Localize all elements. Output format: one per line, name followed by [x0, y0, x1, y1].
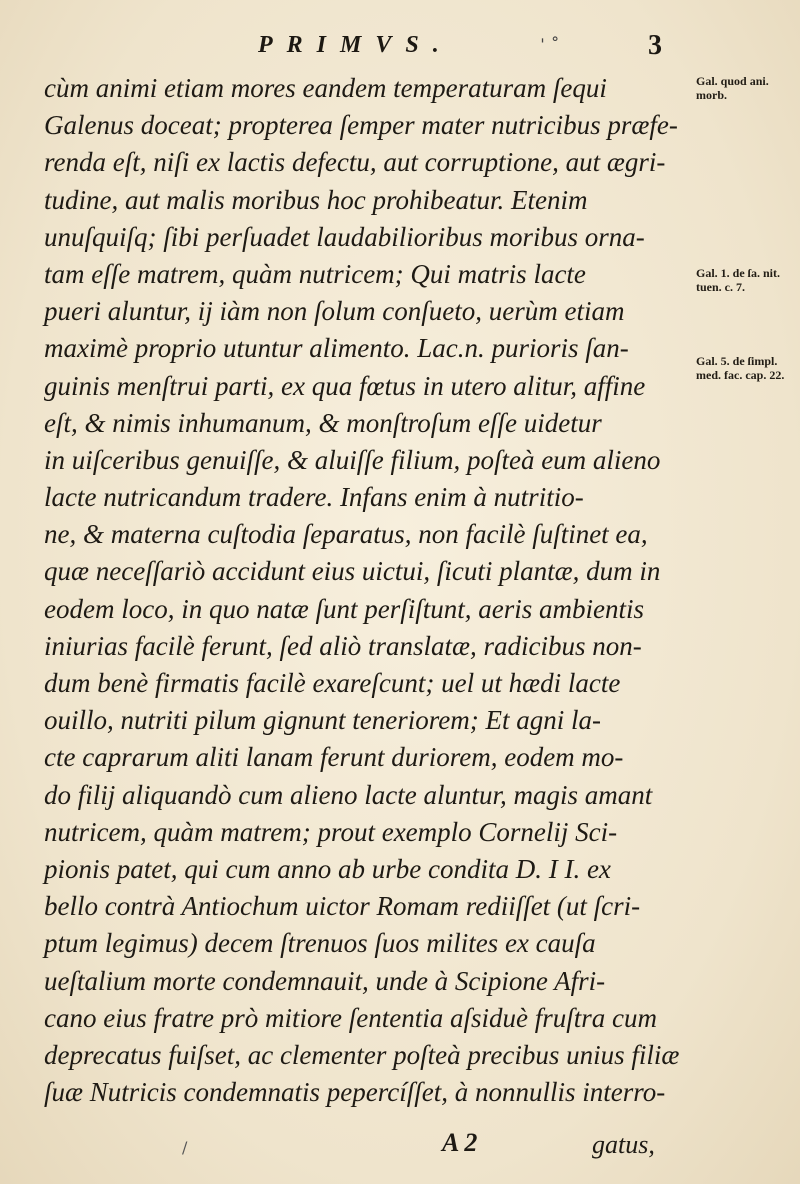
- text-line: renda eſt, niſi ex lactis defectu, aut corruptione, aut ægri-: [44, 147, 666, 178]
- text-line: deprecatus fuiſset, ac clementer poſteà precibus unius filiæ: [44, 1039, 680, 1070]
- text-line: ueſtalium morte condemnauit, unde à Scipione Afri-: [44, 965, 606, 996]
- print-mark: ˈ ˚: [540, 36, 560, 57]
- margin-note: Gal. 1. de ſa. nit. tuen. c. 7.: [696, 266, 781, 294]
- text-line: cùm animi etiam mores eandem temperaturam ſequi: [44, 73, 607, 103]
- page-footer: [0, 1128, 800, 1168]
- text-line: ne, & materna cuſtodia ſeparatus, non facilè ſuſtinet ea,: [44, 519, 648, 550]
- text-line: eſt, & nimis inhumanum, & monſtroſum eſſe uidetur: [44, 407, 602, 438]
- text-line: pueri aluntur, ij iàm non ſolum conſueto, uerùm etiam: [44, 296, 625, 327]
- main-text-block: [44, 70, 684, 1111]
- text-line: quæ neceſſariò accidunt eius uictui, ſicuti plantæ, dum in: [44, 556, 661, 587]
- text-line: dum benè firmatis facilè exareſcunt; uel ut hædi lacte: [44, 668, 621, 698]
- text-line: ouillo, nutriti pilum gignunt teneriorem; Et agni la-: [44, 705, 601, 736]
- text-line: cano eius fratre prò mitiore ſententia aſsiduè fruſtra cum: [44, 1002, 657, 1033]
- text-line: iniurias facilè ferunt, ſed aliò translatæ, radicibus non-: [44, 630, 642, 661]
- text-line: nutricem, quàm matrem; prout exemplo Cornelij Sci-: [44, 816, 618, 847]
- text-line: Galenus doceat; propterea ſemper mater nutricibus præfe-: [44, 110, 678, 141]
- text-line: ptum legimus) decem ſtrenuos ſuos milites ex cauſa: [44, 928, 596, 959]
- page-number: 3: [648, 30, 662, 61]
- signature-mark: A 2: [442, 1128, 478, 1157]
- catchword: gatus,: [592, 1130, 655, 1159]
- text-line: ſuæ Nutricis condemnatis pepercíſſet, à nonnullis interro-: [44, 1077, 666, 1108]
- text-line: in uiſceribus genuiſſe, & aluiſſe filium, poſteà eum alieno: [44, 444, 661, 475]
- text-line: pionis patet, qui cum anno ab urbe condita D. I I. ex: [44, 853, 611, 884]
- text-line: bello contrà Antiochum uictor Romam rediiſſet (ut ſcri-: [44, 891, 641, 922]
- running-head: PRIMVS.: [258, 32, 453, 58]
- text-line: eodem loco, in quo natæ ſunt perſiſtunt, aeris ambientis: [44, 593, 644, 624]
- text-line: tudine, aut malis moribus hoc prohibeatur. Etenim: [44, 184, 588, 215]
- text-line: lacte nutricandum tradere. Infans enim à nutritio-: [44, 482, 584, 513]
- text-line: cte caprarum aliti lanam ferunt duriorem, eodem mo-: [44, 742, 624, 773]
- text-line: unuſquiſq; ſibi perſuadet laudabilioribus moribus orna-: [44, 221, 645, 252]
- text-line: tam eſſe matrem, quàm nutricem; Qui matris lacte: [44, 258, 586, 289]
- text-line: do filij aliquandò cum alieno lacte aluntur, magis amant: [44, 779, 653, 810]
- margin-note: Gal. quod ani. morb.: [696, 74, 769, 102]
- text-line: maximè proprio utuntur alimento. Lac.n. purioris ſan-: [44, 333, 629, 364]
- stray-mark: /: [182, 1138, 188, 1157]
- text-line: guinis menſtrui parti, ex qua fœtus in utero alitur, affine: [44, 370, 646, 401]
- page-header: [0, 30, 800, 66]
- margin-note: Gal. 5. de ſimpl. med. fac. cap. 22.: [696, 354, 785, 382]
